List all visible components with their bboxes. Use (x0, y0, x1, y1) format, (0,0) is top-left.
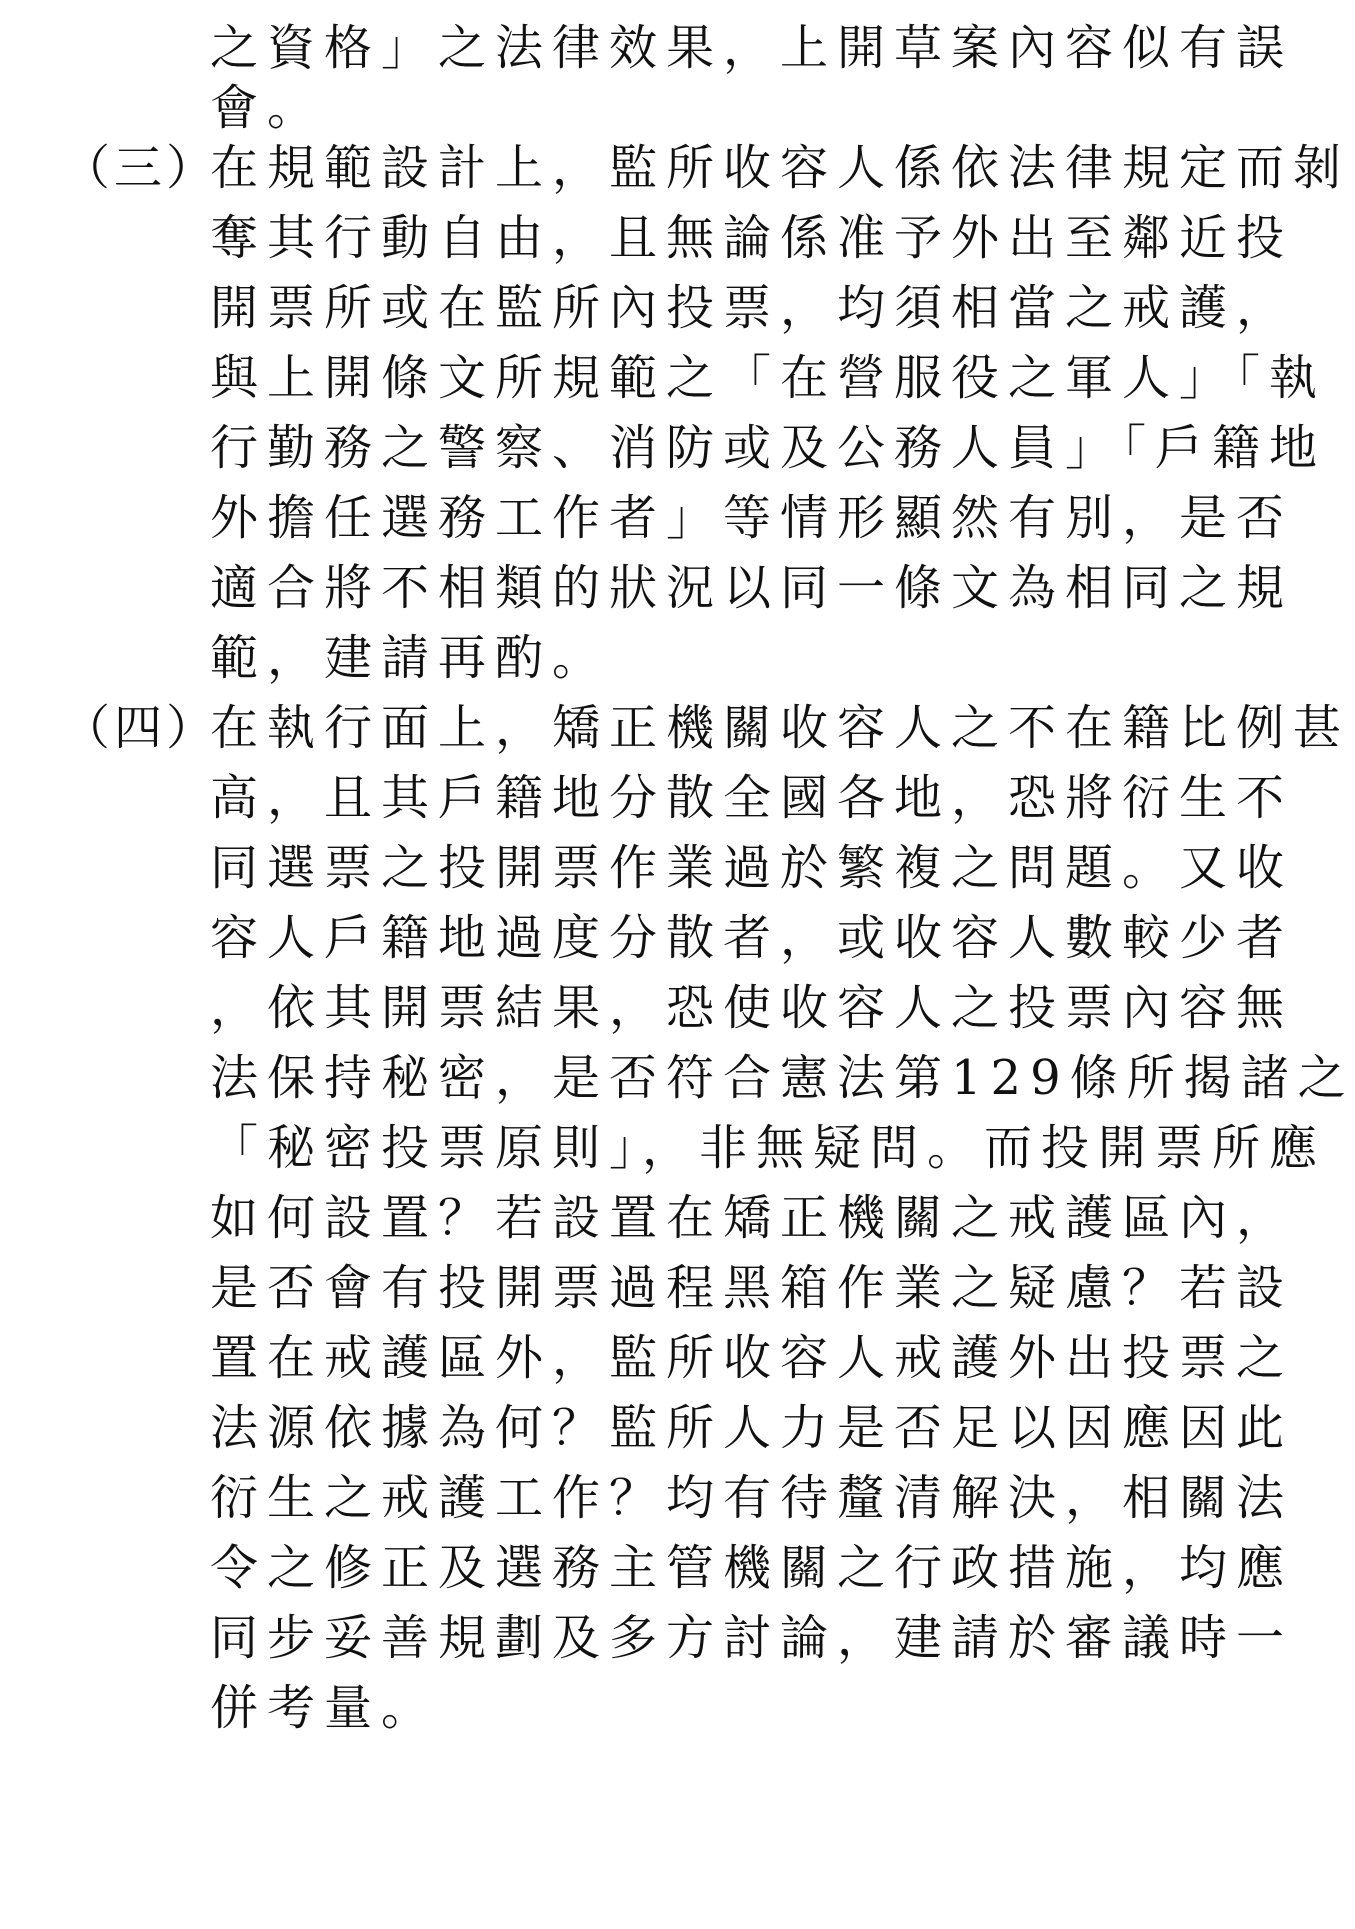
text-line: 置在戒護區外，監所收容人戒護外出投票之 (210, 1330, 1294, 1386)
text-line: 範，建請再酌。 (210, 630, 610, 686)
text-line: 之資格」之法律效果，上開草案內容似有誤 (210, 20, 1294, 76)
text-line: 同步妥善規劃及多方討論，建請於審議時一 (210, 1610, 1294, 1666)
item-marker: （三） (62, 140, 219, 196)
text-line: 在規範設計上，監所收容人係依法律規定而剝 (210, 140, 1351, 196)
text-line: 會。 (210, 80, 325, 136)
text-line: 衍生之戒護工作？均有待釐清解決，相關法 (210, 1470, 1294, 1526)
text-line: 法源依據為何？監所人力是否足以因應因此 (210, 1400, 1294, 1456)
text-line: 「秘密投票原則」，非無疑問。而投開票所應 (210, 1120, 1327, 1176)
text-line: 外擔任選務工作者」等情形顯然有別，是否 (210, 490, 1294, 546)
text-line: 奪其行動自由，且無論係准予外出至鄰近投 (210, 210, 1294, 266)
text-line: 是否會有投開票過程黑箱作業之疑慮？若設 (210, 1260, 1294, 1316)
text-line: 併考量。 (210, 1680, 439, 1736)
text-line: 行勤務之警察、消防或及公務人員」「戶籍地 (210, 420, 1327, 476)
text-line: 法保持秘密，是否符合憲法第129條所揭諸之 (210, 1050, 1355, 1106)
text-line: 令之修正及選務主管機關之行政措施，均應 (210, 1540, 1294, 1596)
text-line: 同選票之投開票作業過於繁複之問題。又收 (210, 840, 1294, 896)
text-line: 如何設置？若設置在矯正機關之戒護區內， (210, 1190, 1294, 1246)
text-line: 在執行面上，矯正機關收容人之不在籍比例甚 (210, 700, 1351, 756)
text-line: 開票所或在監所內投票，均須相當之戒護， (210, 280, 1294, 336)
text-line: ，依其開票結果，恐使收容人之投票內容無 (210, 980, 1294, 1036)
item-marker: （四） (62, 700, 219, 756)
text-line: 容人戶籍地過度分散者，或收容人數較少者 (210, 910, 1294, 966)
text-line: 高，且其戶籍地分散全國各地，恐將衍生不 (210, 770, 1294, 826)
text-line: 適合將不相類的狀況以同一條文為相同之規 (210, 560, 1294, 616)
text-line: 與上開條文所規範之「在營服役之軍人」「執 (210, 350, 1327, 406)
